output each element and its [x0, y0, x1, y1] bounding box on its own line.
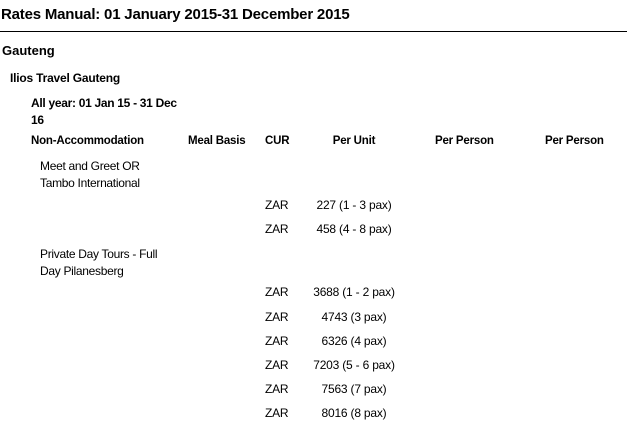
per-unit-cell: 6326 (4 pax): [321, 334, 387, 348]
rate-item-name-line: Meet and Greet OR: [40, 159, 140, 173]
rate-item-name-line: Day Pilanesberg: [40, 264, 124, 278]
currency-cell: ZAR: [265, 334, 289, 348]
season-period: [31, 95, 177, 129]
currency-cell: ZAR: [265, 406, 289, 420]
currency-cell: ZAR: [265, 222, 289, 236]
rate-item-name-line: Tambo International: [40, 176, 140, 190]
per-unit-cell: 458 (4 - 8 pax): [316, 222, 392, 236]
column-header-meal-basis: Meal Basis: [188, 135, 246, 147]
rate-item-name: [40, 246, 157, 280]
column-header-per-person-1: Per Person: [435, 135, 494, 147]
per-unit-cell: 227 (1 - 3 pax): [316, 198, 392, 212]
page-title: Rates Manual: 01 January 2015-31 December 2015: [1, 6, 350, 23]
rate-item-name-line: Private Day Tours - Full: [40, 247, 158, 261]
column-header-non-accommodation: Non-Accommodation: [31, 135, 144, 147]
currency-cell: ZAR: [265, 382, 289, 396]
currency-cell: ZAR: [265, 285, 289, 299]
season-line: All year: 01 Jan 15 - 31 Dec: [31, 96, 177, 110]
season-line: 16: [31, 113, 44, 127]
column-header-per-unit: Per Unit: [332, 135, 376, 147]
currency-cell: ZAR: [265, 358, 289, 372]
column-header-cur: CUR: [265, 135, 290, 147]
title-divider: [0, 31, 627, 32]
column-header-per-person-2: Per Person: [545, 135, 604, 147]
per-unit-cell: 7563 (7 pax): [321, 382, 387, 396]
per-unit-cell: 7203 (5 - 6 pax): [313, 358, 395, 372]
currency-cell: ZAR: [265, 310, 289, 324]
per-unit-cell: 4743 (3 pax): [321, 310, 387, 324]
rate-item-name: [40, 158, 140, 192]
per-unit-cell: 3688 (1 - 2 pax): [313, 285, 395, 299]
currency-cell: ZAR: [265, 198, 289, 212]
supplier-heading: Ilios Travel Gauteng: [10, 71, 121, 85]
region-heading: Gauteng: [2, 43, 55, 58]
per-unit-cell: 8016 (8 pax): [321, 406, 387, 420]
